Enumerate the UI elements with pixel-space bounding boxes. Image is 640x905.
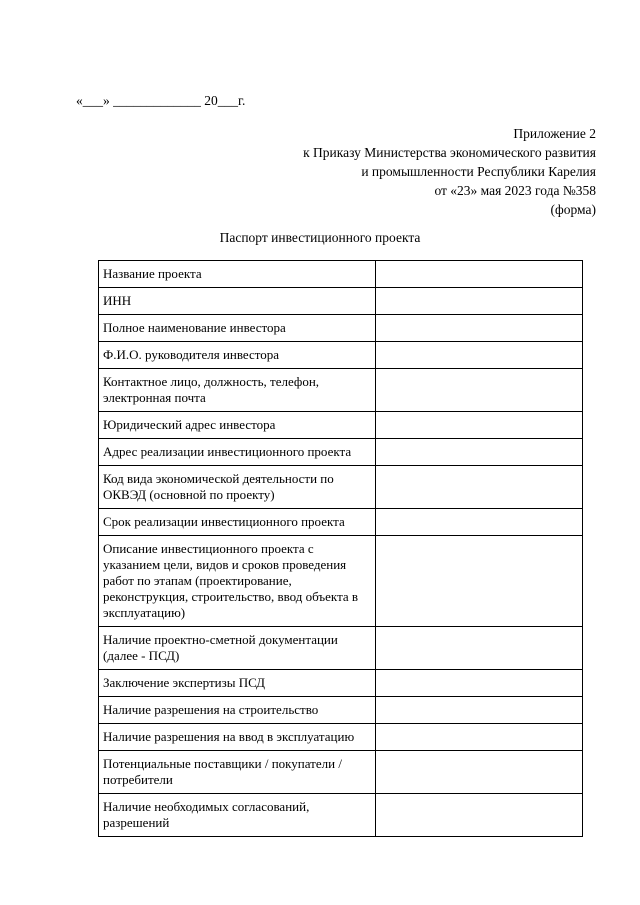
table-row	[99, 439, 583, 466]
table-row	[99, 288, 583, 315]
table-row	[99, 536, 583, 627]
row-label: Контактное лицо, должность, телефон, электронная почта	[99, 369, 376, 412]
table-row	[99, 751, 583, 794]
appendix-line: к Приказу Министерства экономического развития	[303, 145, 596, 160]
row-label: Описание инвестиционного проекта с указанием цели, видов и сроков проведения работ по этапам (проектирование, реконструкция, строительство, ввод объекта в эксплуатацию)	[99, 536, 376, 627]
table-row	[99, 342, 583, 369]
document-title: Паспорт инвестиционного проекта	[219, 230, 421, 245]
table-row	[99, 315, 583, 342]
row-value-cell[interactable]	[376, 509, 583, 536]
row-value-cell[interactable]	[376, 536, 583, 627]
table-row	[99, 369, 583, 412]
row-value-cell[interactable]	[376, 670, 583, 697]
appendix-line: (форма)	[550, 202, 596, 217]
appendix-line: Приложение 2	[513, 126, 596, 141]
row-label: Название проекта	[99, 261, 376, 288]
row-label: Юридический адрес инвестора	[99, 412, 376, 439]
table-row	[99, 509, 583, 536]
row-value-cell[interactable]	[376, 412, 583, 439]
row-label: Ф.И.О. руководителя инвестора	[99, 342, 376, 369]
row-label: Потенциальные поставщики / покупатели / потребители	[99, 751, 376, 794]
row-value-cell[interactable]	[376, 751, 583, 794]
passport-table	[98, 260, 583, 837]
row-label: Наличие необходимых согласований, разрешений	[99, 794, 376, 837]
table-row	[99, 697, 583, 724]
appendix-line: от «23» мая 2023 года №358	[434, 183, 596, 198]
row-label: Срок реализации инвестиционного проекта	[99, 509, 376, 536]
appendix-block	[303, 124, 596, 219]
table-row	[99, 794, 583, 837]
row-value-cell[interactable]	[376, 724, 583, 751]
row-label: Адрес реализации инвестиционного проекта	[99, 439, 376, 466]
row-value-cell[interactable]	[376, 794, 583, 837]
table-row	[99, 724, 583, 751]
row-label: ИНН	[99, 288, 376, 315]
table-row	[99, 261, 583, 288]
row-value-cell[interactable]	[376, 697, 583, 724]
table-row	[99, 670, 583, 697]
row-value-cell[interactable]	[376, 466, 583, 509]
appendix-line: и промышленности Республики Карелия	[361, 164, 596, 179]
row-value-cell[interactable]	[376, 288, 583, 315]
table-row	[99, 412, 583, 439]
row-value-cell[interactable]	[376, 342, 583, 369]
table-row	[99, 627, 583, 670]
row-value-cell[interactable]	[376, 439, 583, 466]
row-label: Заключение экспертизы ПСД	[99, 670, 376, 697]
row-value-cell[interactable]	[376, 627, 583, 670]
row-label: Наличие проектно-сметной документации (далее - ПСД)	[99, 627, 376, 670]
row-label: Наличие разрешения на строительство	[99, 697, 376, 724]
row-value-cell[interactable]	[376, 261, 583, 288]
date-line: «___» _____________ 20___г.	[76, 93, 246, 108]
row-label: Наличие разрешения на ввод в эксплуатацию	[99, 724, 376, 751]
table-row	[99, 466, 583, 509]
row-value-cell[interactable]	[376, 369, 583, 412]
row-label: Полное наименование инвестора	[99, 315, 376, 342]
row-label: Код вида экономической деятельности по ОКВЭД (основной по проекту)	[99, 466, 376, 509]
row-value-cell[interactable]	[376, 315, 583, 342]
